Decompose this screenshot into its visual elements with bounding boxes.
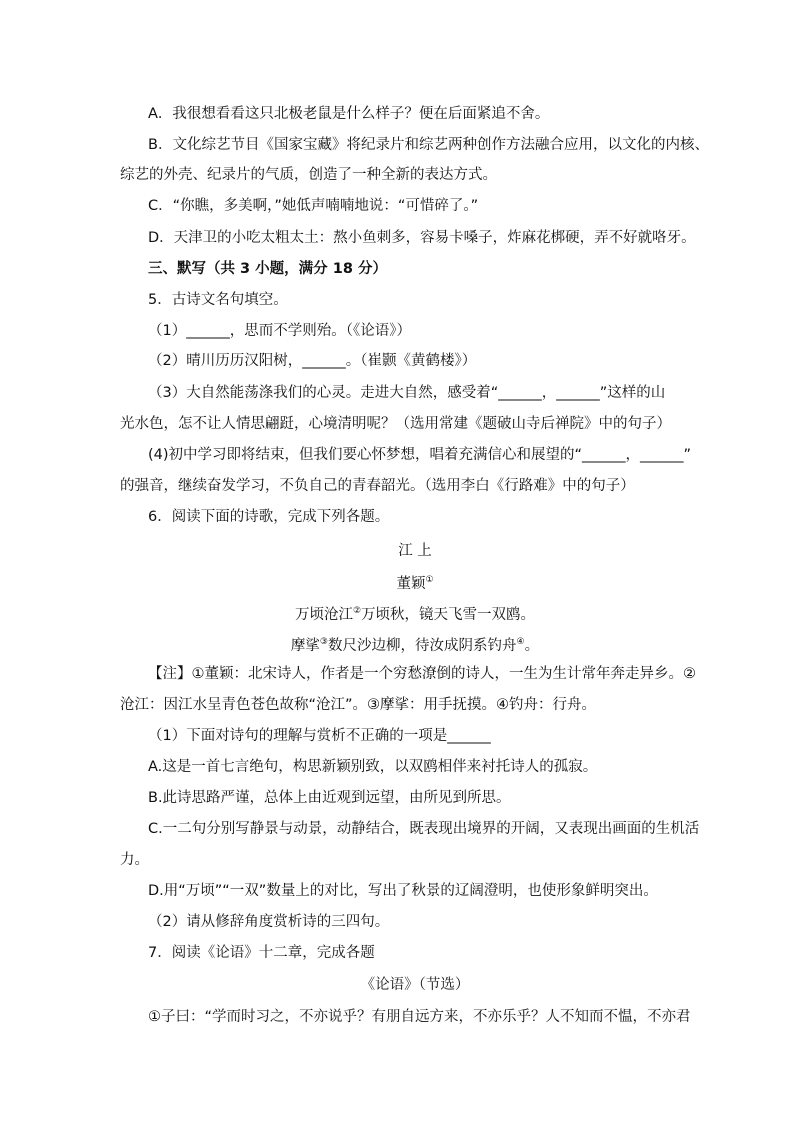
choice-d: D.用“万顷”“一双”数量上的对比，写出了秋景的辽阔澄明，也使形象鲜明突出。	[148, 883, 658, 899]
section-heading: 三、默写（共 3 小题，满分 18 分）	[148, 261, 387, 277]
poem-notes: 【注】①董颖：北宋诗人，作者是一个穷愁潦倒的诗人，一生为生计常年奔走异乡。②	[148, 666, 696, 682]
footnote-mark-2: ②	[352, 606, 362, 616]
question-5-item-3: （3）大自然能荡涤我们的心灵。走进大自然，感受着“______，______”这样的山	[148, 385, 666, 401]
question-6: 6．阅读下面的诗歌，完成下列各题。	[148, 509, 390, 525]
excerpt-title: 《论语》（节选）	[360, 977, 470, 993]
choice-c-continued: 力。	[120, 852, 149, 868]
question-5-item-2: （2）晴川历历汉阳树，______。（崔颢《黄鹤楼》）	[148, 353, 477, 369]
option-d: D．天津卫的小吃太粗太土：熬小鱼刺多，容易卡嗓子，炸麻花梆硬，弄不好就咯牙。	[148, 230, 696, 246]
poem-author: 董颖①	[396, 575, 434, 592]
question-5-item-1: （1）______，思而不学则殆。（《论语》）	[148, 323, 411, 339]
choice-c: C.一二句分别写静景与动景，动静结合，既表现出境界的开阔，又表现出画面的生机活	[148, 821, 700, 837]
poem-notes-continued: 沧江：因江水呈青色苍色故称“沧江”。③摩挲：用手抚摸。④钓舟：行舟。	[120, 697, 597, 713]
question-6-item-2: （2）请从修辞角度赏析诗的三四句。	[148, 914, 390, 930]
question-5: 5．古诗文名句填空。	[148, 292, 288, 308]
excerpt-line-1: ①子曰：“学而时习之，不亦说乎？有朋自远方来，不亦乐乎？人不知而不愠，不亦君	[148, 1009, 691, 1025]
option-b-continued: 综艺的外壳、纪录片的气质，创造了一种全新的表达方式。	[120, 167, 497, 183]
question-5-item-3-continued: 光水色，怎不让人情思翩跹，心境清明呢？（选用常建《题破山寺后禅院》中的句子）	[120, 416, 671, 432]
footnote-mark-3: ③	[319, 637, 328, 647]
option-a: A．我很想看看这只北极老鼠是什么样子？便在后面紧追不舍。	[148, 106, 550, 122]
poem-line-1: 万顷沧江②万顷秋，镜天飞雪一双鸥。	[294, 606, 536, 623]
question-7: 7．阅读《论语》十二章，完成各题	[148, 945, 375, 961]
question-5-item-4-continued: 的强音，继续奋发学习，不负自己的青春韶光。（选用李白《行路难》中的句子）	[120, 478, 635, 494]
option-b: B．文化综艺节目《国家宝藏》将纪录片和综艺两种创作方法融合应用，以文化的内核、	[148, 137, 709, 153]
option-c: C．“你瞧，多美啊，”她低声喃喃地说：“可惜碎了。”	[148, 198, 479, 214]
question-6-item-1: （1）下面对诗句的理解与赏析不正确的一项是______	[148, 728, 491, 744]
poem-title: 江 上	[398, 543, 432, 559]
poem-line-2: 摩挲③数尺沙边柳，待汝成阴系钓舟④。	[290, 637, 540, 654]
footnote-mark-4: ④	[516, 637, 525, 647]
footnote-mark-1: ①	[425, 575, 434, 585]
choice-b: B.此诗思路严谨，总体上由近观到远望，由所见到所思。	[148, 790, 511, 806]
choice-a: A.这是一首七言绝句，构思新颖别致，以双鸥相伴来衬托诗人的孤寂。	[148, 759, 598, 775]
question-5-item-4: (4)初中学习即将结束，但我们要心怀梦想，唱着充满信心和展望的“______，______”	[148, 447, 692, 463]
